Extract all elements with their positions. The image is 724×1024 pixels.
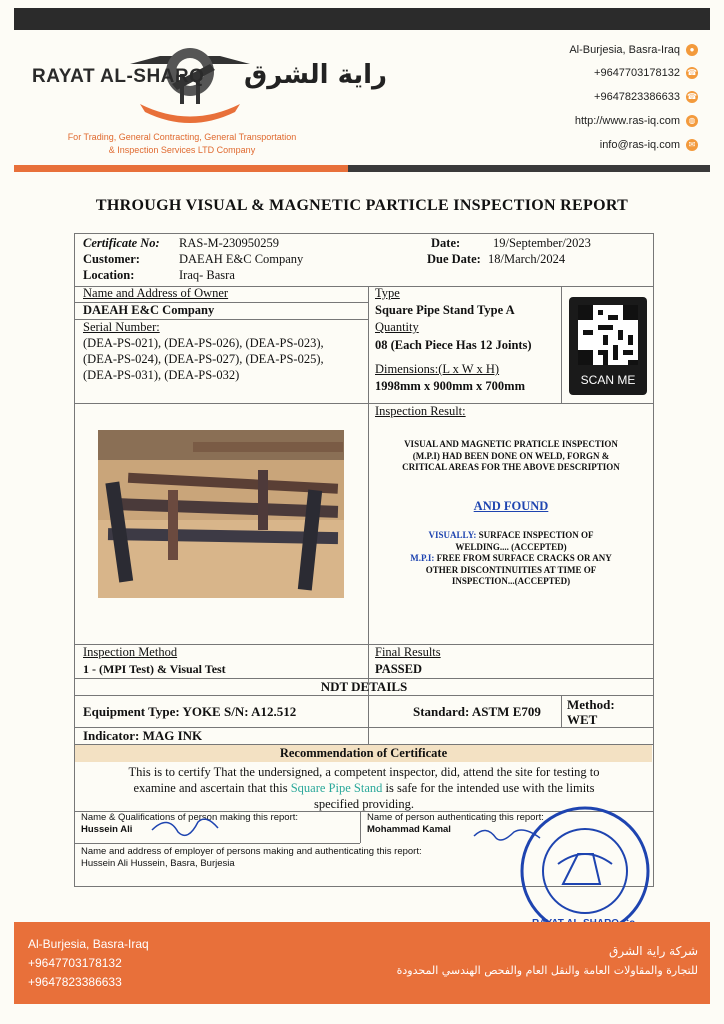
employer-label: Name and address of employer of persons making and authenticating this report: [81,846,422,857]
and-found-heading: AND FOUND [473,499,549,513]
serial-label: Serial Number: [83,320,160,334]
mpi-label: M.P.I: [410,553,435,563]
recommendation-item-highlight: Square Pipe Stand [290,781,383,795]
contact-phone-2 [594,91,698,103]
result-line-1: VISUAL AND MAGNETIC PRATICLE INSPECTION [404,439,618,449]
recommendation-band [75,745,652,762]
type-label: Type [375,286,400,300]
maker-signature [148,812,228,842]
footer-company-ar: شركة راية الشرق [609,944,698,958]
contact-text: http://www.ras-iq.com [574,115,680,127]
location-label: Location: [83,268,135,282]
customer-label: Customer: [83,252,140,266]
type-value: Square Pipe Stand Type A [375,303,515,317]
result-findings [369,530,653,588]
owner-label: Name and Address of Owner [83,286,229,300]
ndt-title: NDT DETAILS [320,679,408,694]
phone-icon: ☎ [687,92,697,101]
brand-name-ar: راية الشرق [244,60,388,90]
footer-phone-1: +9647703178132 [28,956,122,970]
due-date-label: Due Date: [427,252,481,266]
certificate-number: RAS-M-230950259 [179,236,280,250]
mail-icon: ✉ [686,139,698,151]
mpi-text-3: INSPECTION...(ACCEPTED) [451,576,571,586]
company-tagline [32,131,332,157]
dimensions-label: Dimensions:(L x W x H) [375,362,500,376]
footer-phone-2: +9647823386633 [28,975,122,989]
indicator: Indicator: MAG INK [83,728,203,743]
qr-code[interactable] [569,297,647,395]
final-results-value: PASSED [375,662,423,676]
serial-line-2: (DEA-PS-024), (DEA-PS-027), (DEA-PS-025), [83,352,324,366]
visual-text-1: SURFACE INSPECTION OF [478,530,594,540]
header-divider-orange [14,165,348,172]
result-line-3: CRITICAL AREAS FOR THE ABOVE DESCRIPTION [402,462,620,472]
header-top-bar [14,8,710,30]
contact-text: Al-Burjesia, Basra-Iraq [569,44,680,56]
inspection-method-value: 1 - (MPI Test) & Visual Test [83,662,226,676]
inspection-method-label: Inspection Method [83,645,178,659]
recommendation-line-2-post: is safe for the intended use with the limits [382,781,595,795]
quantity-value: 08 (Each Piece Has 12 Joints) [375,338,532,352]
auth-name: Mohammad Kamal [367,824,451,835]
contact-address [569,44,698,56]
date-value: 19/September/2023 [493,236,591,250]
recommendation-title: Recommendation of Certificate [279,746,448,760]
standard: Standard: ASTM E709 [413,704,541,719]
result-paragraph [369,439,653,474]
inspected-item-photo [98,430,344,598]
qr-pattern-icon [578,305,638,365]
globe-icon: ◍ [686,115,698,127]
contact-phone-1 [594,67,698,79]
maker-name: Hussein Ali [81,824,133,835]
mpi-text-2: OTHER DISCONTINUITIES AT TIME OF [425,564,597,575]
scan-me-label: SCAN ME [580,373,636,387]
maker-label: Name & Qualifications of person making this report: [81,812,299,823]
quantity-label: Quantity [375,320,419,334]
contact-website [575,115,698,127]
owner-value: DAEAH E&C Company [83,303,215,317]
brand-name-en: RAYAT AL-SHARQ [32,66,205,87]
recommendation-line-2 [75,780,653,796]
employer-value: Hussein Ali Hussein, Basra, Burjesia [81,858,235,869]
footer-address: Al-Burjesia, Basra-Iraq [28,937,149,951]
serial-line-1: (DEA-PS-021), (DEA-PS-026), (DEA-PS-023), [83,336,324,350]
location-value: Iraq- Basra [179,268,235,282]
equipment-type: Equipment Type: YOKE S/N: A12.512 [83,704,297,719]
recommendation-line-3: specified providing. [314,797,414,811]
contact-text: info@ras-iq.com [599,139,680,151]
contact-text: +9647703178132 [594,67,680,79]
dimensions-value: 1998mm x 900mm x 700mm [375,379,525,393]
contact-email [600,139,698,151]
serial-line-3: (DEA-PS-031), (DEA-PS-032) [83,368,240,382]
location-icon: ● [686,44,698,56]
report-title: THROUGH VISUAL & MAGNETIC PARTICLE INSPECTION REPORT [95,197,629,214]
final-results-label: Final Results [375,645,441,659]
due-date-value: 18/March/2024 [488,252,566,266]
result-line-2: (M.P.I) HAD BEEN DONE ON WELD, FORGN & [412,450,610,461]
footer-description-ar: للتجارة والمقاولات العامة والنقل العام والفحص الهندسي المحدودة [396,964,698,977]
company-stamp [518,804,652,938]
tagline-line-2: & Inspection Services LTD Company [108,145,256,155]
mpi-text-1: FREE FROM SURFACE CRACKS OR ANY [436,553,612,563]
visual-text-2: WELDING.... (ACCEPTED) [455,541,567,552]
certificate-label: Certificate No: [83,236,160,250]
method-value: WET [567,712,598,727]
header-divider-gray [348,165,710,172]
recommendation-line-2-pre: examine and ascertain that this [133,781,291,795]
phone-icon: ☎ [687,68,697,77]
inspection-result-label: Inspection Result: [375,404,466,418]
contact-text: +9647823386633 [594,91,680,103]
auth-label: Name of person authenticating this report: [367,812,544,823]
date-label: Date: [431,236,461,250]
method-label: Method: [567,697,615,712]
tagline-line-1: For Trading, General Contracting, General Transportation [67,132,297,142]
visual-label: VISUALLY: [428,530,477,540]
recommendation-line-1: This is to certify That the undersigned, a competent inspector, did, attend the site for testing to [128,765,600,779]
customer-value: DAEAH E&C Company [179,252,304,266]
